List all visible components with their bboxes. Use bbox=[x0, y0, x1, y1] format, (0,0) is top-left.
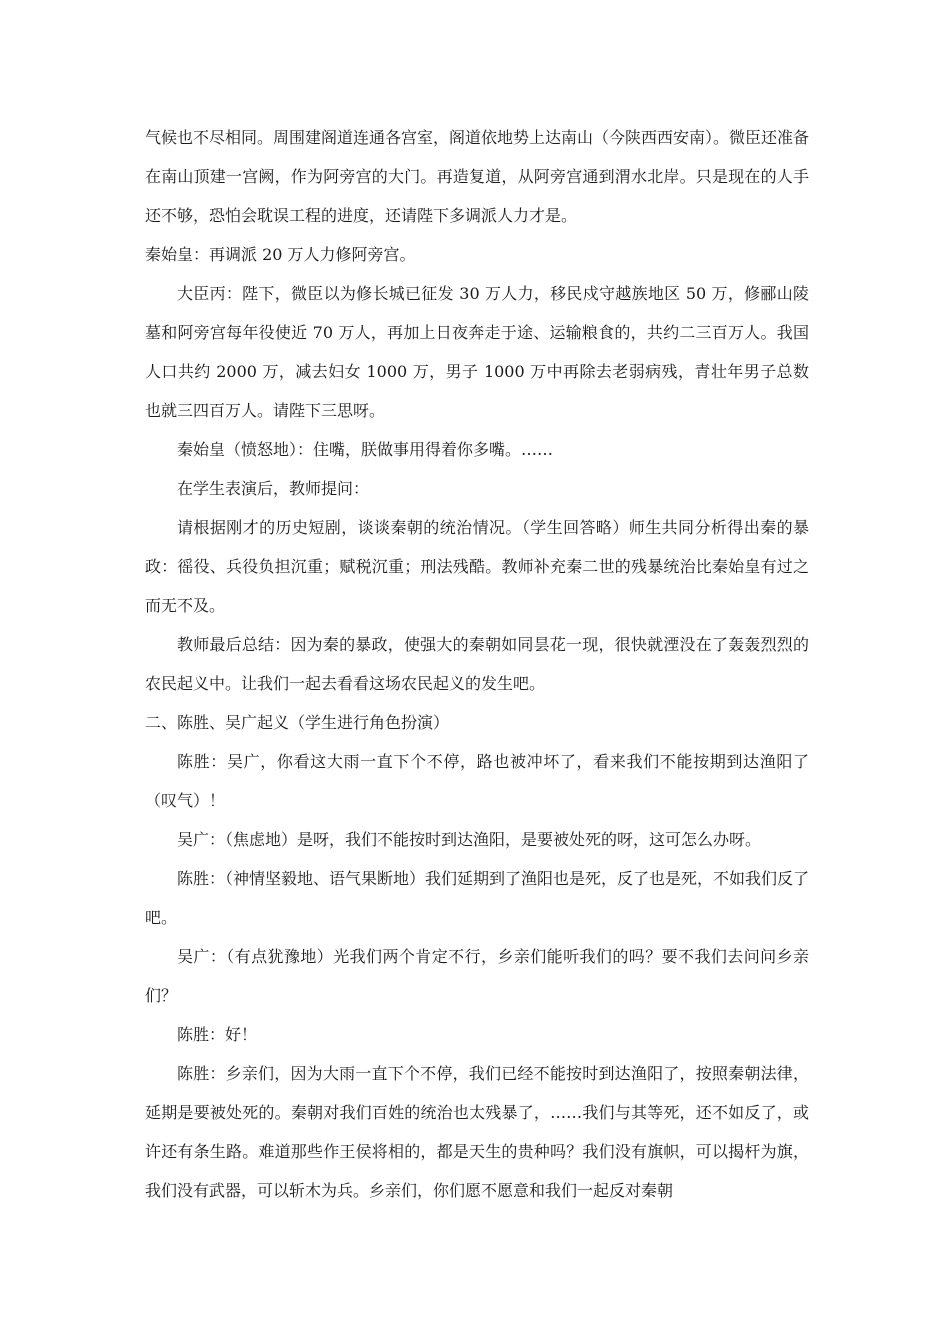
paragraph-chen-sheng-speech: 陈胜：乡亲们，因为大雨一直下个不停，我们已经不能按时到达渔阳了，按照秦朝法律，延期是要被处死的。秦朝对我们百姓的统治也太残暴了，……我们与其等死，还不如反了，或许还有条生路。难道那些作王侯将相的，都是天生的贵种吗？我们没有旗帜，可以揭杆为旗，我们没有武器，可以斩木为兵。乡亲们，你们愿不愿意和我们一起反对秦朝 bbox=[145, 1064, 809, 1200]
paragraph-chen-sheng-2: 陈胜：（神情坚毅地、语气果断地）我们延期到了渔阳也是死，反了也是死，不如我们反了吧。 bbox=[145, 869, 810, 927]
paragraph-wu-guang-1: 吴广：（焦虑地）是呀，我们不能按时到达渔阳，是要被处死的呀，这可怎么办呀。 bbox=[177, 830, 762, 849]
paragraph-qin-shihuang-angry: 秦始皇（愤怒地）：住嘴，朕做事用得着你多嘴。…… bbox=[177, 440, 554, 459]
paragraph-continued: 气候也不尽相同。周围建阁道连通各宫室，阁道依地势上达南山（今陕西西安南）。微臣还准备在南山顶建一宫阙，作为阿旁宫的大门。再造复道，从阿旁宫通到渭水北岸。只是现在的人手还不够，恐怕会耽误工程的进度，还请陛下多调派人力才是。 bbox=[145, 128, 810, 225]
paragraph-chen-sheng-3: 陈胜：好！ bbox=[177, 1025, 258, 1044]
paragraph-chen-sheng-1: 陈胜：吴广，你看这大雨一直下个不停，路也被冲坏了，看来我们不能按期到达渔阳了（叹气）！ bbox=[145, 752, 809, 810]
document-body bbox=[145, 118, 809, 1210]
paragraph-qin-shihuang-order: 秦始皇：再调派 20 万人力修阿旁宫。 bbox=[145, 245, 416, 264]
paragraph-teacher-question-intro: 在学生表演后，教师提问： bbox=[177, 479, 370, 498]
paragraph-teacher-summary: 教师最后总结：因为秦的暴政，使强大的秦朝如同昙花一现，很快就湮没在了轰轰烈烈的农民起义中。让我们一起去看看这场农民起义的发生吧。 bbox=[145, 635, 809, 693]
paragraph-minister-bing: 大臣丙：陛下，微臣以为修长城已征发 30 万人力，移民戍守越族地区 50 万，修郦山陵墓和阿旁宫每年役使近 70 万人，再加上日夜奔走于途、运输粮食的，共约二三百万人。我国人口共约 2000 万，减去妇女 1000 万，男子 1000 万中再除去老弱病残，青壮年男子总数也就三四百万人。请陛下三思呀。 bbox=[145, 284, 809, 420]
section-heading: 二、陈胜、吴广起义（学生进行角色扮演） bbox=[145, 713, 450, 732]
paragraph-wu-guang-2: 吴广：（有点犹豫地）光我们两个肯定不行，乡亲们能听我们的吗？要不我们去问问乡亲们？ bbox=[145, 947, 809, 1005]
paragraph-analysis: 请根据刚才的历史短剧，谈谈秦朝的统治情况。（学生回答略）师生共同分析得出秦的暴政：徭役、兵役负担沉重；赋税沉重；刑法残酷。教师补充秦二世的残暴统治比秦始皇有过之而无不及。 bbox=[145, 518, 809, 615]
